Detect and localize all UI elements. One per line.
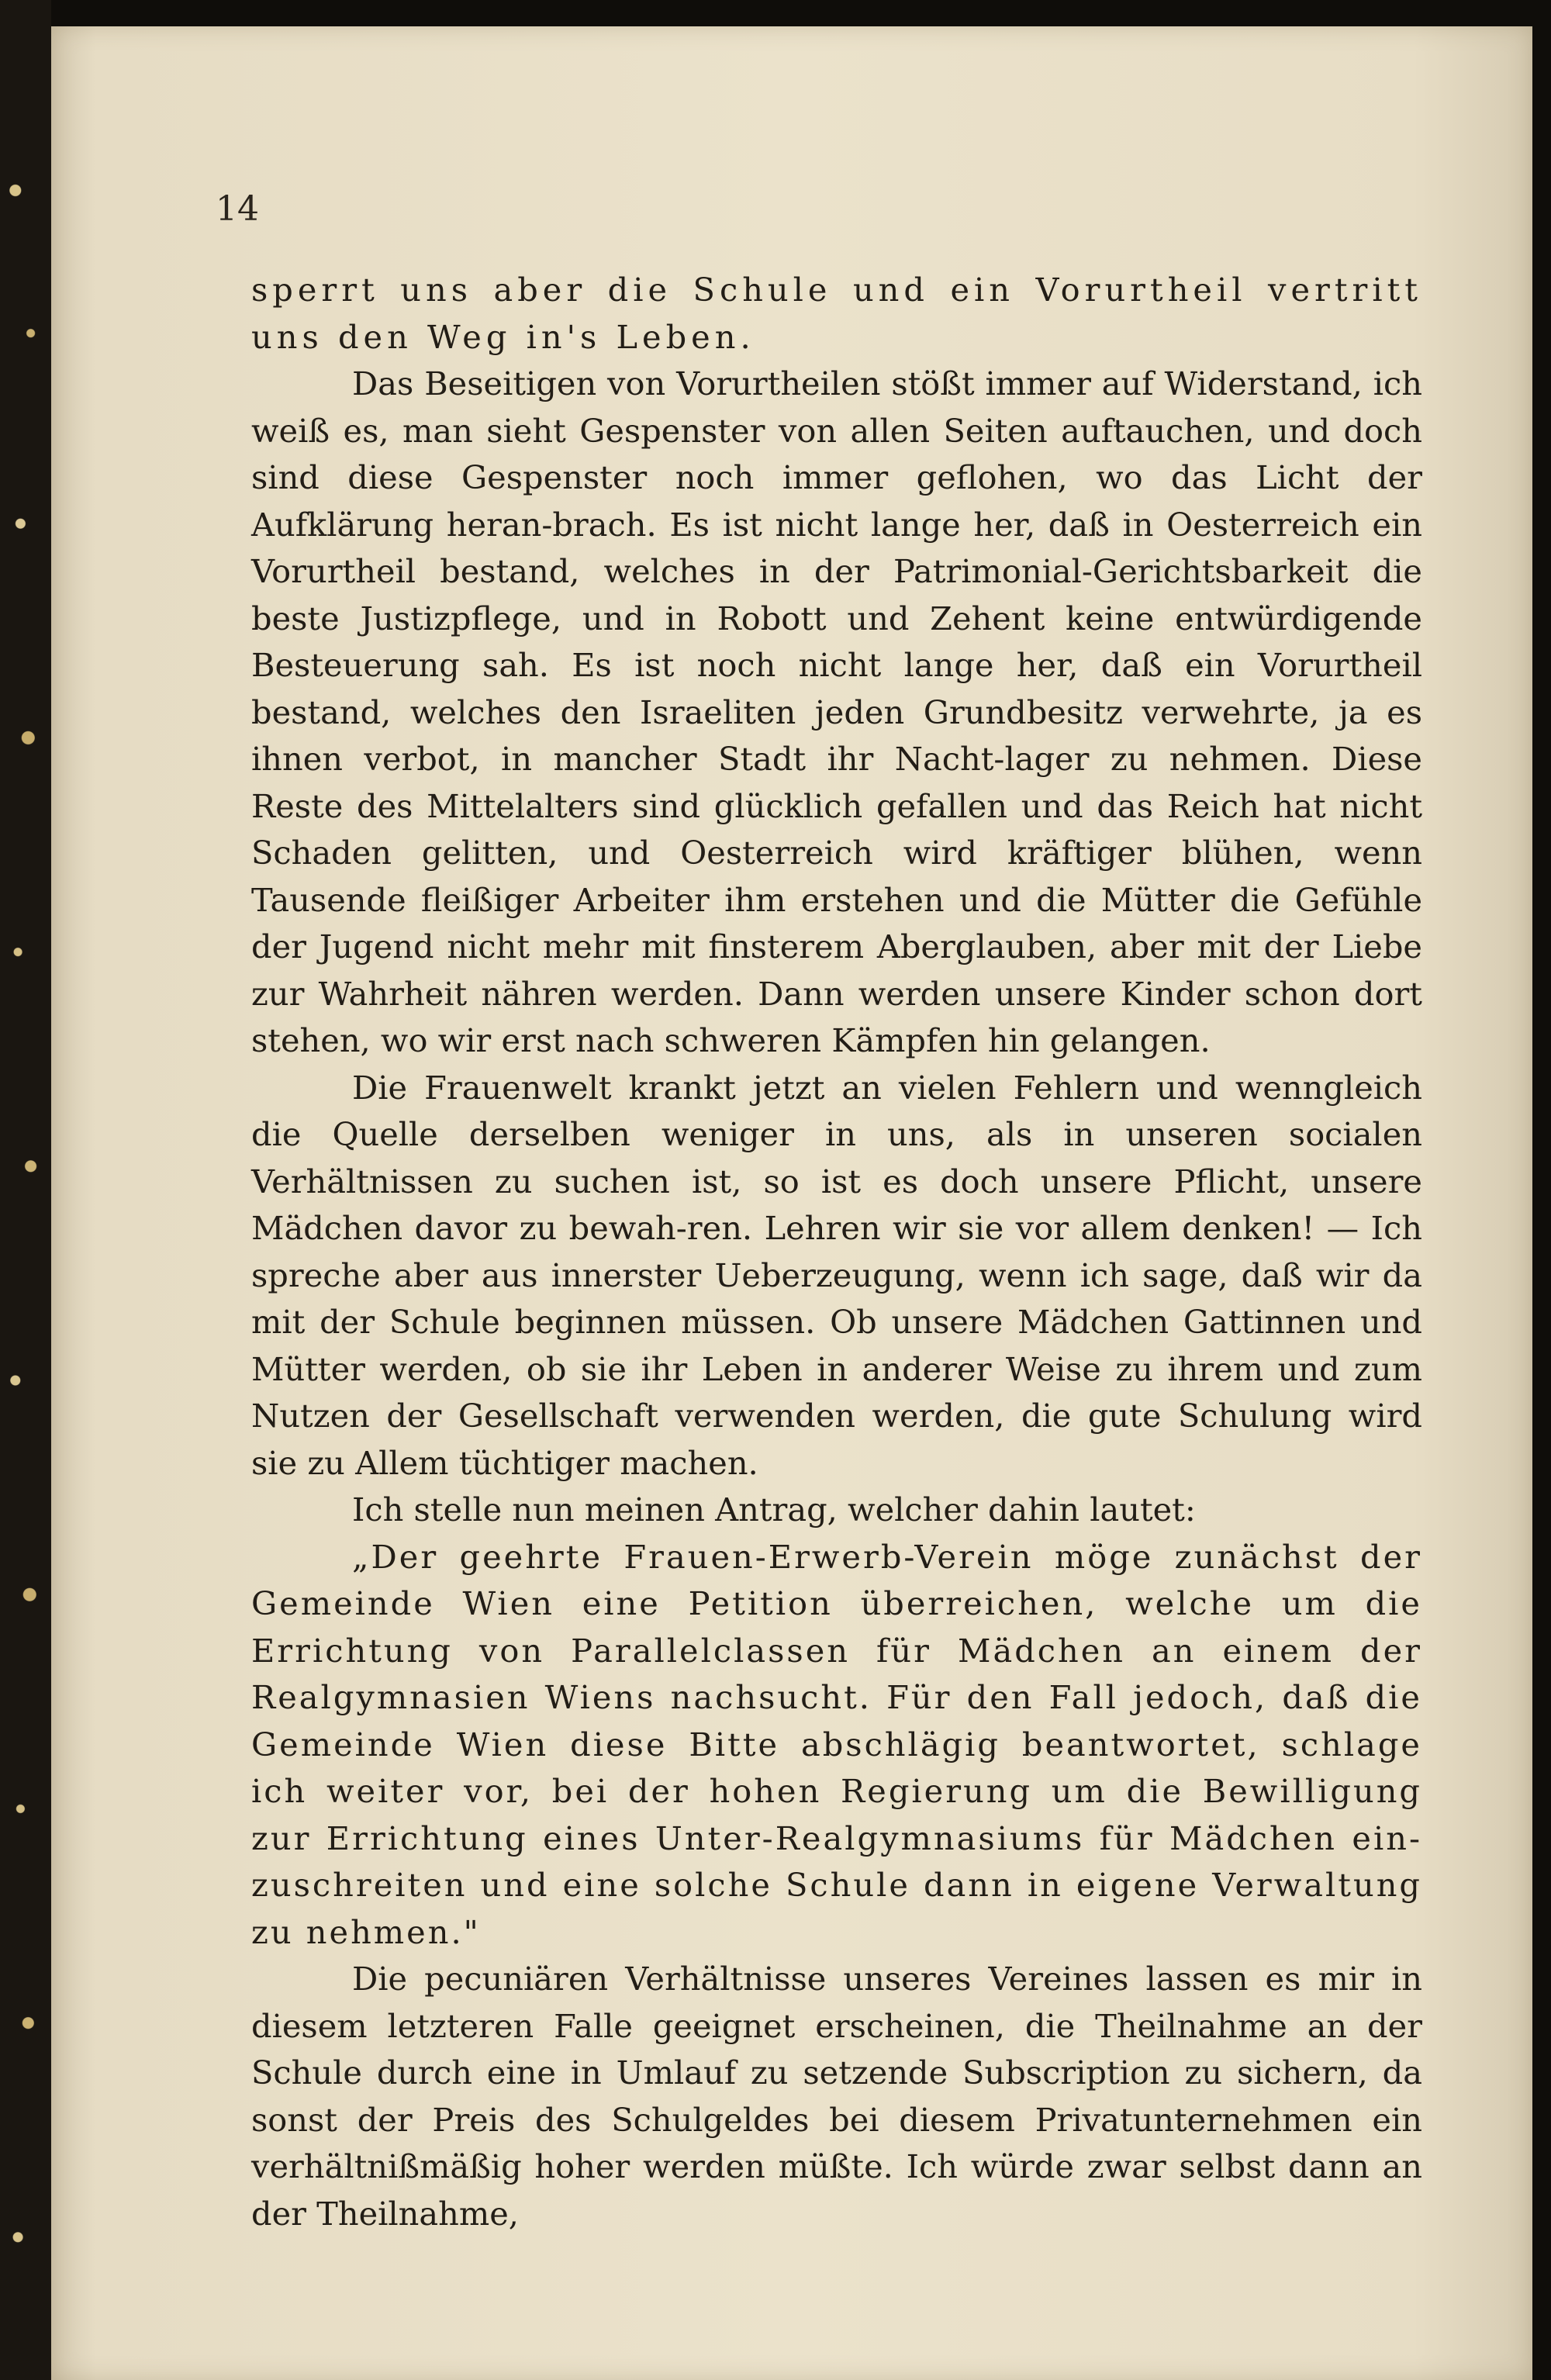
paragraph-3: Die Frauenwelt krankt jetzt an vielen Fehlern und wenngleich die Quelle derselben weniger in uns, als in unseren socialen Verhältnissen zu suchen ist, so ist es doch unsere Pflicht, unsere Mädchen davor zu bewah-ren. Lehren wir sie vor allem denken! — Ich spreche aber aus innerster Ueberzeugung, wenn ich sage, daß wir da mit der Schule beginnen müssen. Ob unsere Mädchen Gattinnen und Mütter werden, ob sie ihr Leben in anderer Weise zu ihrem und zum Nutzen der Gesellschaft verwenden werden, die gute Schulung wird sie zu Allem tüchtiger machen. (251, 1068, 1422, 1482)
paragraph-motion: „Der geehrte Frauen-Erwerb-Verein möge zunächst der Gemeinde Wien eine Petition überreichen, welche um die Errichtung von Parallelclassen für Mädchen an einem der Realgymnasien Wiens nachsucht. Für den Fall jedoch, daß die Gemeinde Wien diese Bitte abschlägig beantwortet, schlage ich weiter vor, bei der hohen Regierung um die Bewilligung zur Errichtung eines Unter-Realgymnasiums für Mädchen ein-zuschreiten und eine solche Schule dann in eigene Verwaltung zu nehmen." (251, 1537, 1422, 1951)
paragraph-4: Ich stelle nun meinen Antrag, welcher dahin lautet: (352, 1491, 1196, 1529)
book-page (51, 26, 1532, 2380)
paragraph-2: Das Beseitigen von Vorurtheilen stößt immer auf Widerstand, ich weiß es, man sieht Gespenster von allen Seiten auftauchen, und doch sind diese Gespenster noch immer geflohen, wo das Licht der Aufklärung heran-brach. Es ist nicht lange her, daß in Oesterreich ein Vorurtheil bestand, welches in der Patrimonial-Gerichtsbarkeit die beste Justizpflege, und in Robott und Zehent keine entwürdigende Besteuerung sah. Es ist noch nicht lange her, daß ein Vorurtheil bestand, welches den Israeliten jeden Grundbesitz verwehrte, ja es ihnen verbot, in mancher Stadt ihr Nacht-lager zu nehmen. Diese Reste des Mittelalters sind glücklich gefallen und das Reich hat nicht Schaden gelitten, und Oesterreich wird kräftiger blühen, wenn Tausende fleißiger Arbeiter ihm erstehen und die Mütter die Gefühle der Jugend nicht mehr mit finsterem Aberglauben, aber mit der Liebe zur Wahrheit nähren werden. Dann werden unsere Kinder schon dort stehen, wo wir erst nach schweren Kämpfen hin gelangen. (251, 364, 1422, 1059)
paragraph-6: Die pecuniären Verhältnisse unseres Vereines lassen es mir in diesem letzteren Falle geeignet erscheinen, die Theilnahme an der Schule durch eine in Umlauf zu setzende Subscription zu sichern, da sonst der Preis des Schulgeldes bei diesem Privatunternehmen ein verhältnißmäßig hoher werden müßte. Ich würde zwar selbst dann an der Theilnahme, (251, 1960, 1422, 2233)
page-number: 14 (216, 189, 259, 229)
body-text (251, 267, 1422, 2237)
book-binding-edge (0, 0, 51, 2380)
paragraph-1: sperrt uns aber die Schule und ein Vorurtheil vertritt uns den Weg in's Leben. (251, 271, 1422, 356)
